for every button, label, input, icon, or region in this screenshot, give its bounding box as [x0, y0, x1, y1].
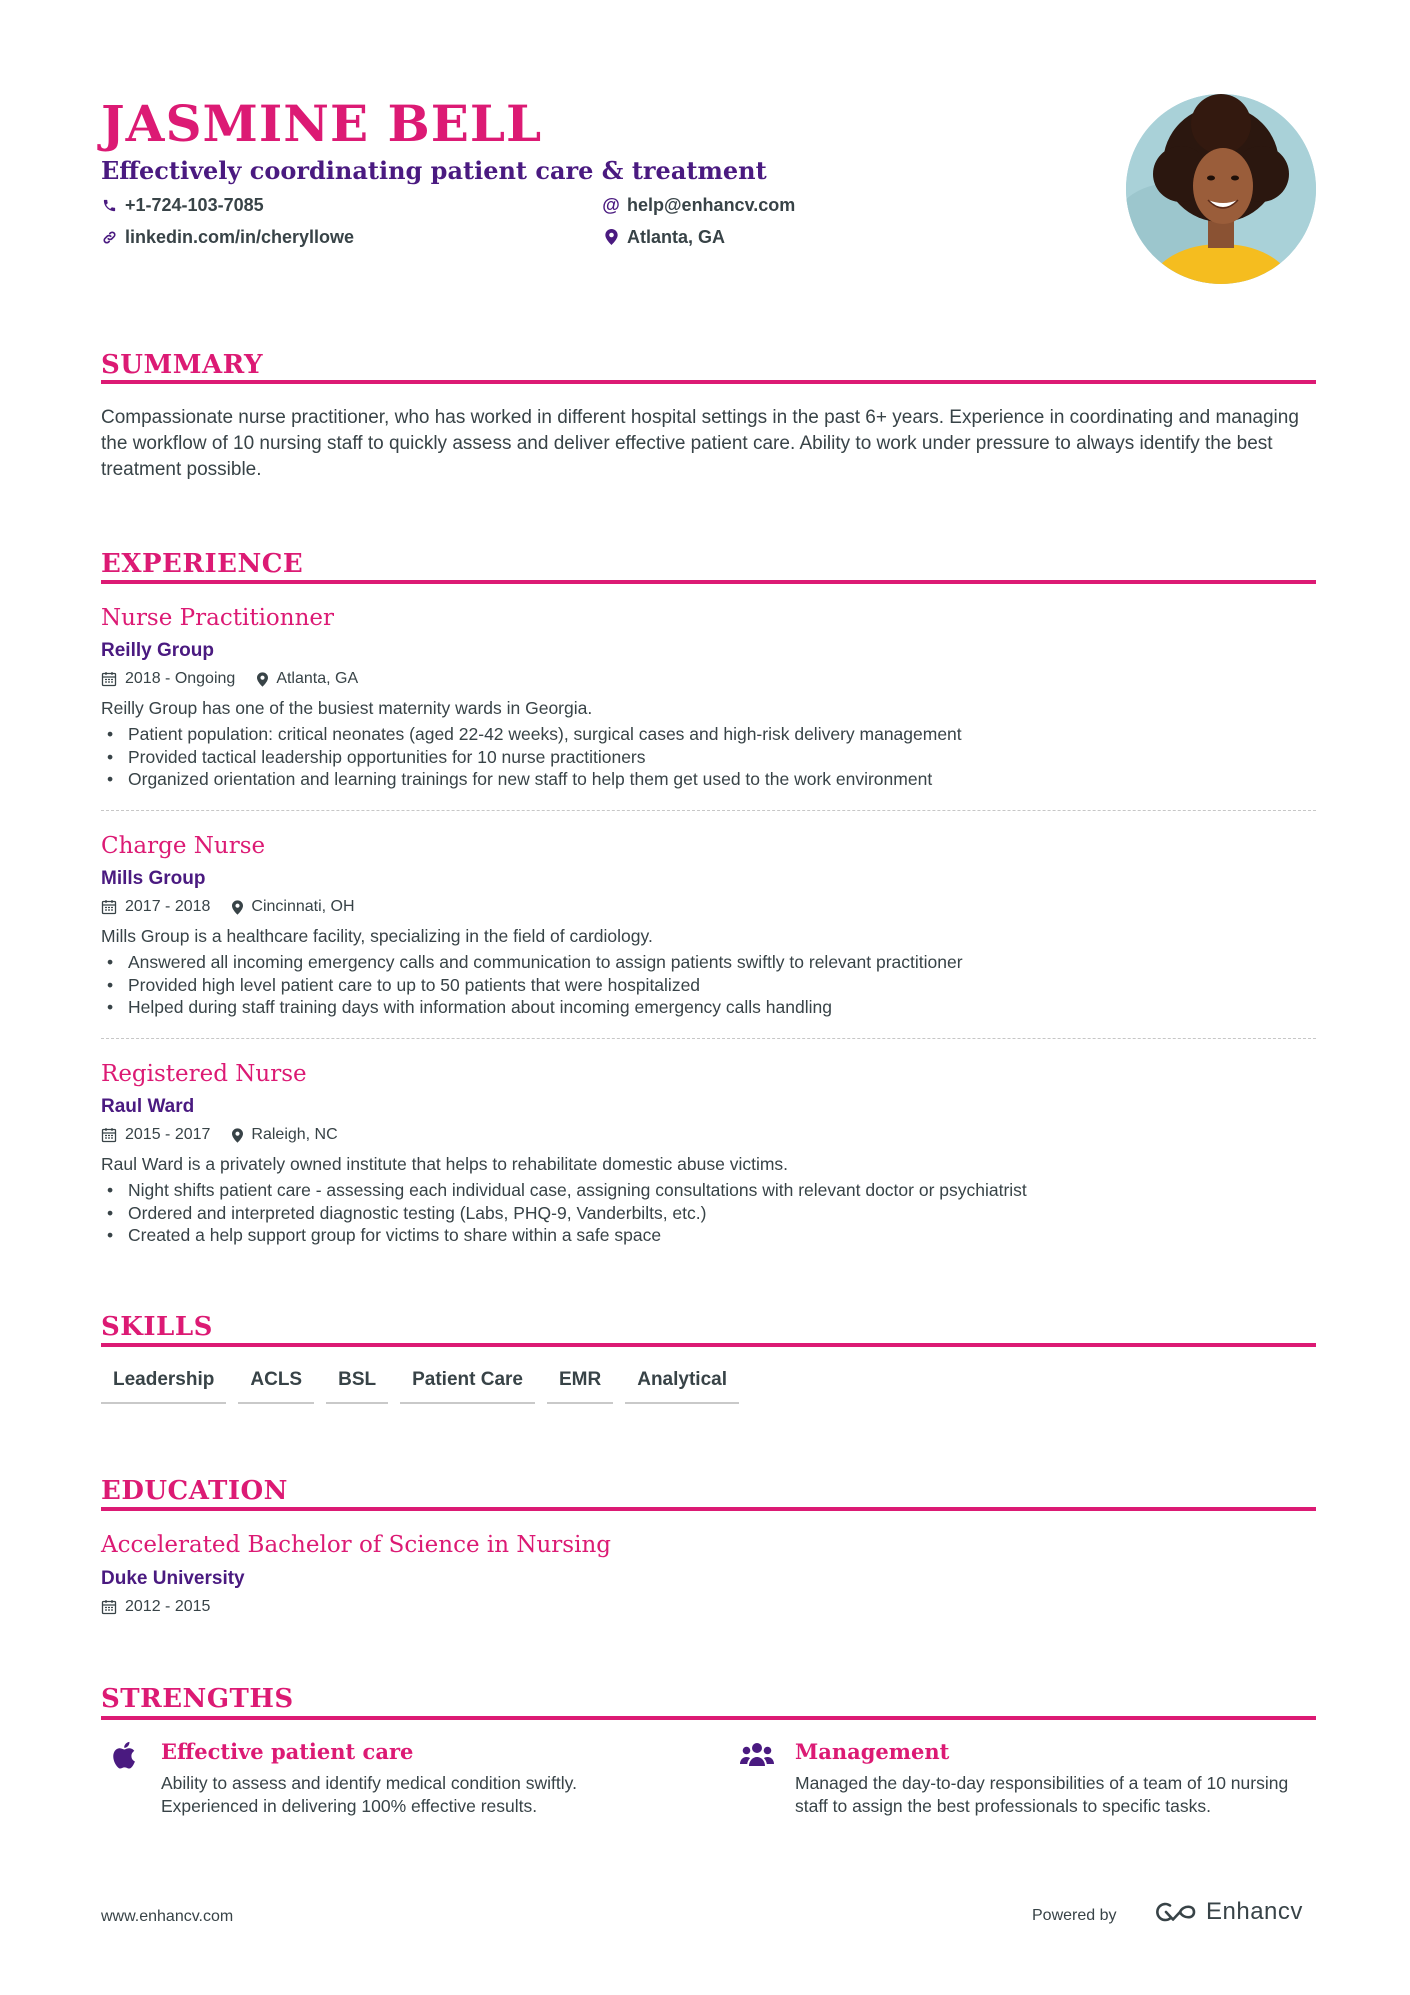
users-icon [740, 1742, 774, 1773]
list-item: • Provided high level patient care to up to 50 patients that were hospitalized [101, 974, 963, 997]
summary-divider [101, 380, 1316, 384]
apple-icon [110, 1740, 136, 1775]
location-pin-icon [257, 672, 268, 687]
education-degree: Accelerated Bachelor of Science in Nursing [101, 1532, 611, 1558]
email-text: help@enhancv.com [627, 195, 796, 215]
job-location-text: Raleigh, NC [251, 1126, 338, 1143]
candidate-name: JASMINE BELL [101, 94, 543, 153]
job-location-text: Atlanta, GA [276, 670, 359, 687]
strengths-divider [101, 1716, 1316, 1720]
job-dates-text: 2015 - 2017 [125, 1126, 211, 1143]
calendar-icon [101, 899, 117, 915]
location-pin-icon [232, 900, 243, 915]
education-school: Duke University [101, 1568, 245, 1589]
at-icon: @ [602, 195, 620, 215]
job-location [232, 897, 354, 917]
job-description: Raul Ward is a privately owned institute that helps to rehabilitate domestic abuse victims. [101, 1154, 789, 1174]
strength-title: Effective patient care [161, 1739, 414, 1764]
list-item: • Helped during staff training days with information about incoming emergency calls handling [101, 996, 963, 1019]
job-bullets [101, 723, 962, 791]
footer-powered-by: Powered by [1032, 1907, 1117, 1924]
list-item: • Night shifts patient care - assessing each individual case, assigning consultations with relevant doctor or psychiatrist [101, 1179, 1027, 1202]
skill-tag: BSL [326, 1368, 388, 1404]
job-company: Reilly Group [101, 640, 214, 661]
job-location-text: Cincinnati, OH [251, 898, 355, 915]
candidate-tagline: Effectively coordinating patient care & treatment [101, 156, 767, 185]
job-description: Mills Group is a healthcare facility, specializing in the field of cardiology. [101, 926, 653, 946]
job-meta [101, 897, 377, 917]
list-item: • Patient population: critical neonates (aged 22-42 weeks), surgical cases and high-risk delivery management [101, 723, 962, 746]
summary-heading: SUMMARY [101, 350, 264, 380]
contact-email[interactable] [603, 193, 795, 217]
location-pin-icon [232, 1128, 243, 1143]
calendar-icon [101, 1127, 117, 1143]
location-pin-icon [603, 229, 619, 245]
list-item: • Answered all incoming emergency calls and communication to assign patients swiftly to relevant practitioner [101, 951, 963, 974]
strength-description: Ability to assess and identify medical condition swiftly. Experienced in delivering 100% effective results. [161, 1773, 577, 1816]
skill-tag: EMR [547, 1368, 613, 1404]
enhancv-logo[interactable] [1152, 1898, 1303, 1926]
summary-text: Compassionate nurse practitioner, who has worked in different hospital settings in the past 6+ years. Experience in coordinating and managing the workflow of 10 nursing staff to quickly assess and deliver effective patient care. Ability to work under pressure to always identify the best treatment possible. [101, 407, 1299, 480]
education-divider [101, 1507, 1316, 1511]
skill-tag: Leadership [101, 1368, 226, 1404]
link-icon [101, 229, 117, 245]
skills-list [101, 1368, 739, 1404]
skills-divider [101, 1343, 1316, 1347]
contact-location [603, 225, 725, 249]
skills-heading: SKILLS [101, 1312, 213, 1342]
contact-phone[interactable] [101, 193, 264, 217]
skill-tag: ACLS [238, 1368, 314, 1404]
list-item: • Ordered and interpreted diagnostic testing (Labs, PHQ-9, Vanderbilts, etc.) [101, 1202, 1027, 1225]
job-title: Registered Nurse [101, 1061, 307, 1087]
job-location [257, 669, 358, 689]
list-item: • Created a help support group for victims to share within a safe space [101, 1224, 1027, 1247]
job-company: Mills Group [101, 868, 206, 889]
job-company: Raul Ward [101, 1096, 195, 1117]
job-separator [101, 810, 1316, 811]
job-dates [101, 1125, 210, 1145]
list-item: • Provided tactical leadership opportunities for 10 nurse practitioners [101, 746, 962, 769]
skill-tag: Analytical [625, 1368, 739, 1404]
job-title: Charge Nurse [101, 833, 266, 859]
education-dates [101, 1597, 210, 1617]
job-meta [101, 669, 380, 689]
enhancv-logo-icon [1152, 1900, 1198, 1924]
strengths-heading: STRENGTHS [101, 1684, 294, 1714]
education-dates-text: 2012 - 2015 [125, 1598, 211, 1615]
enhancv-logo-text: Enhancv [1206, 1898, 1303, 1925]
location-text: Atlanta, GA [627, 227, 726, 247]
job-dates-text: 2018 - Ongoing [125, 670, 236, 687]
calendar-icon [101, 1599, 117, 1615]
job-meta [101, 1125, 360, 1145]
job-separator [101, 1038, 1316, 1039]
job-dates [101, 897, 210, 917]
experience-divider [101, 580, 1316, 584]
list-item: • Organized orientation and learning trainings for new staff to help them get used to the work environment [101, 768, 962, 791]
job-bullets [101, 1179, 1027, 1247]
calendar-icon [101, 671, 117, 687]
linkedin-text: linkedin.com/in/cheryllowe [125, 227, 355, 247]
strength-description: Managed the day-to-day responsibilities of a team of 10 nursing staff to assign the best professionals to specific tasks. [795, 1773, 1289, 1816]
strength-title: Management [795, 1739, 950, 1764]
job-dates-text: 2017 - 2018 [125, 898, 211, 915]
phone-icon [101, 197, 117, 213]
job-dates [101, 669, 235, 689]
education-meta [101, 1597, 232, 1617]
job-description: Reilly Group has one of the busiest maternity wards in Georgia. [101, 698, 593, 718]
job-title: Nurse Practitionner [101, 605, 334, 631]
skill-tag: Patient Care [400, 1368, 535, 1404]
contact-linkedin[interactable] [101, 225, 354, 249]
phone-text: +1-724-103-7085 [125, 195, 264, 215]
profile-photo [1126, 94, 1316, 284]
education-heading: EDUCATION [101, 1476, 288, 1506]
experience-heading: EXPERIENCE [101, 549, 304, 579]
job-location [232, 1125, 337, 1145]
job-bullets [101, 951, 963, 1019]
footer-website[interactable]: www.enhancv.com [101, 1908, 234, 1925]
